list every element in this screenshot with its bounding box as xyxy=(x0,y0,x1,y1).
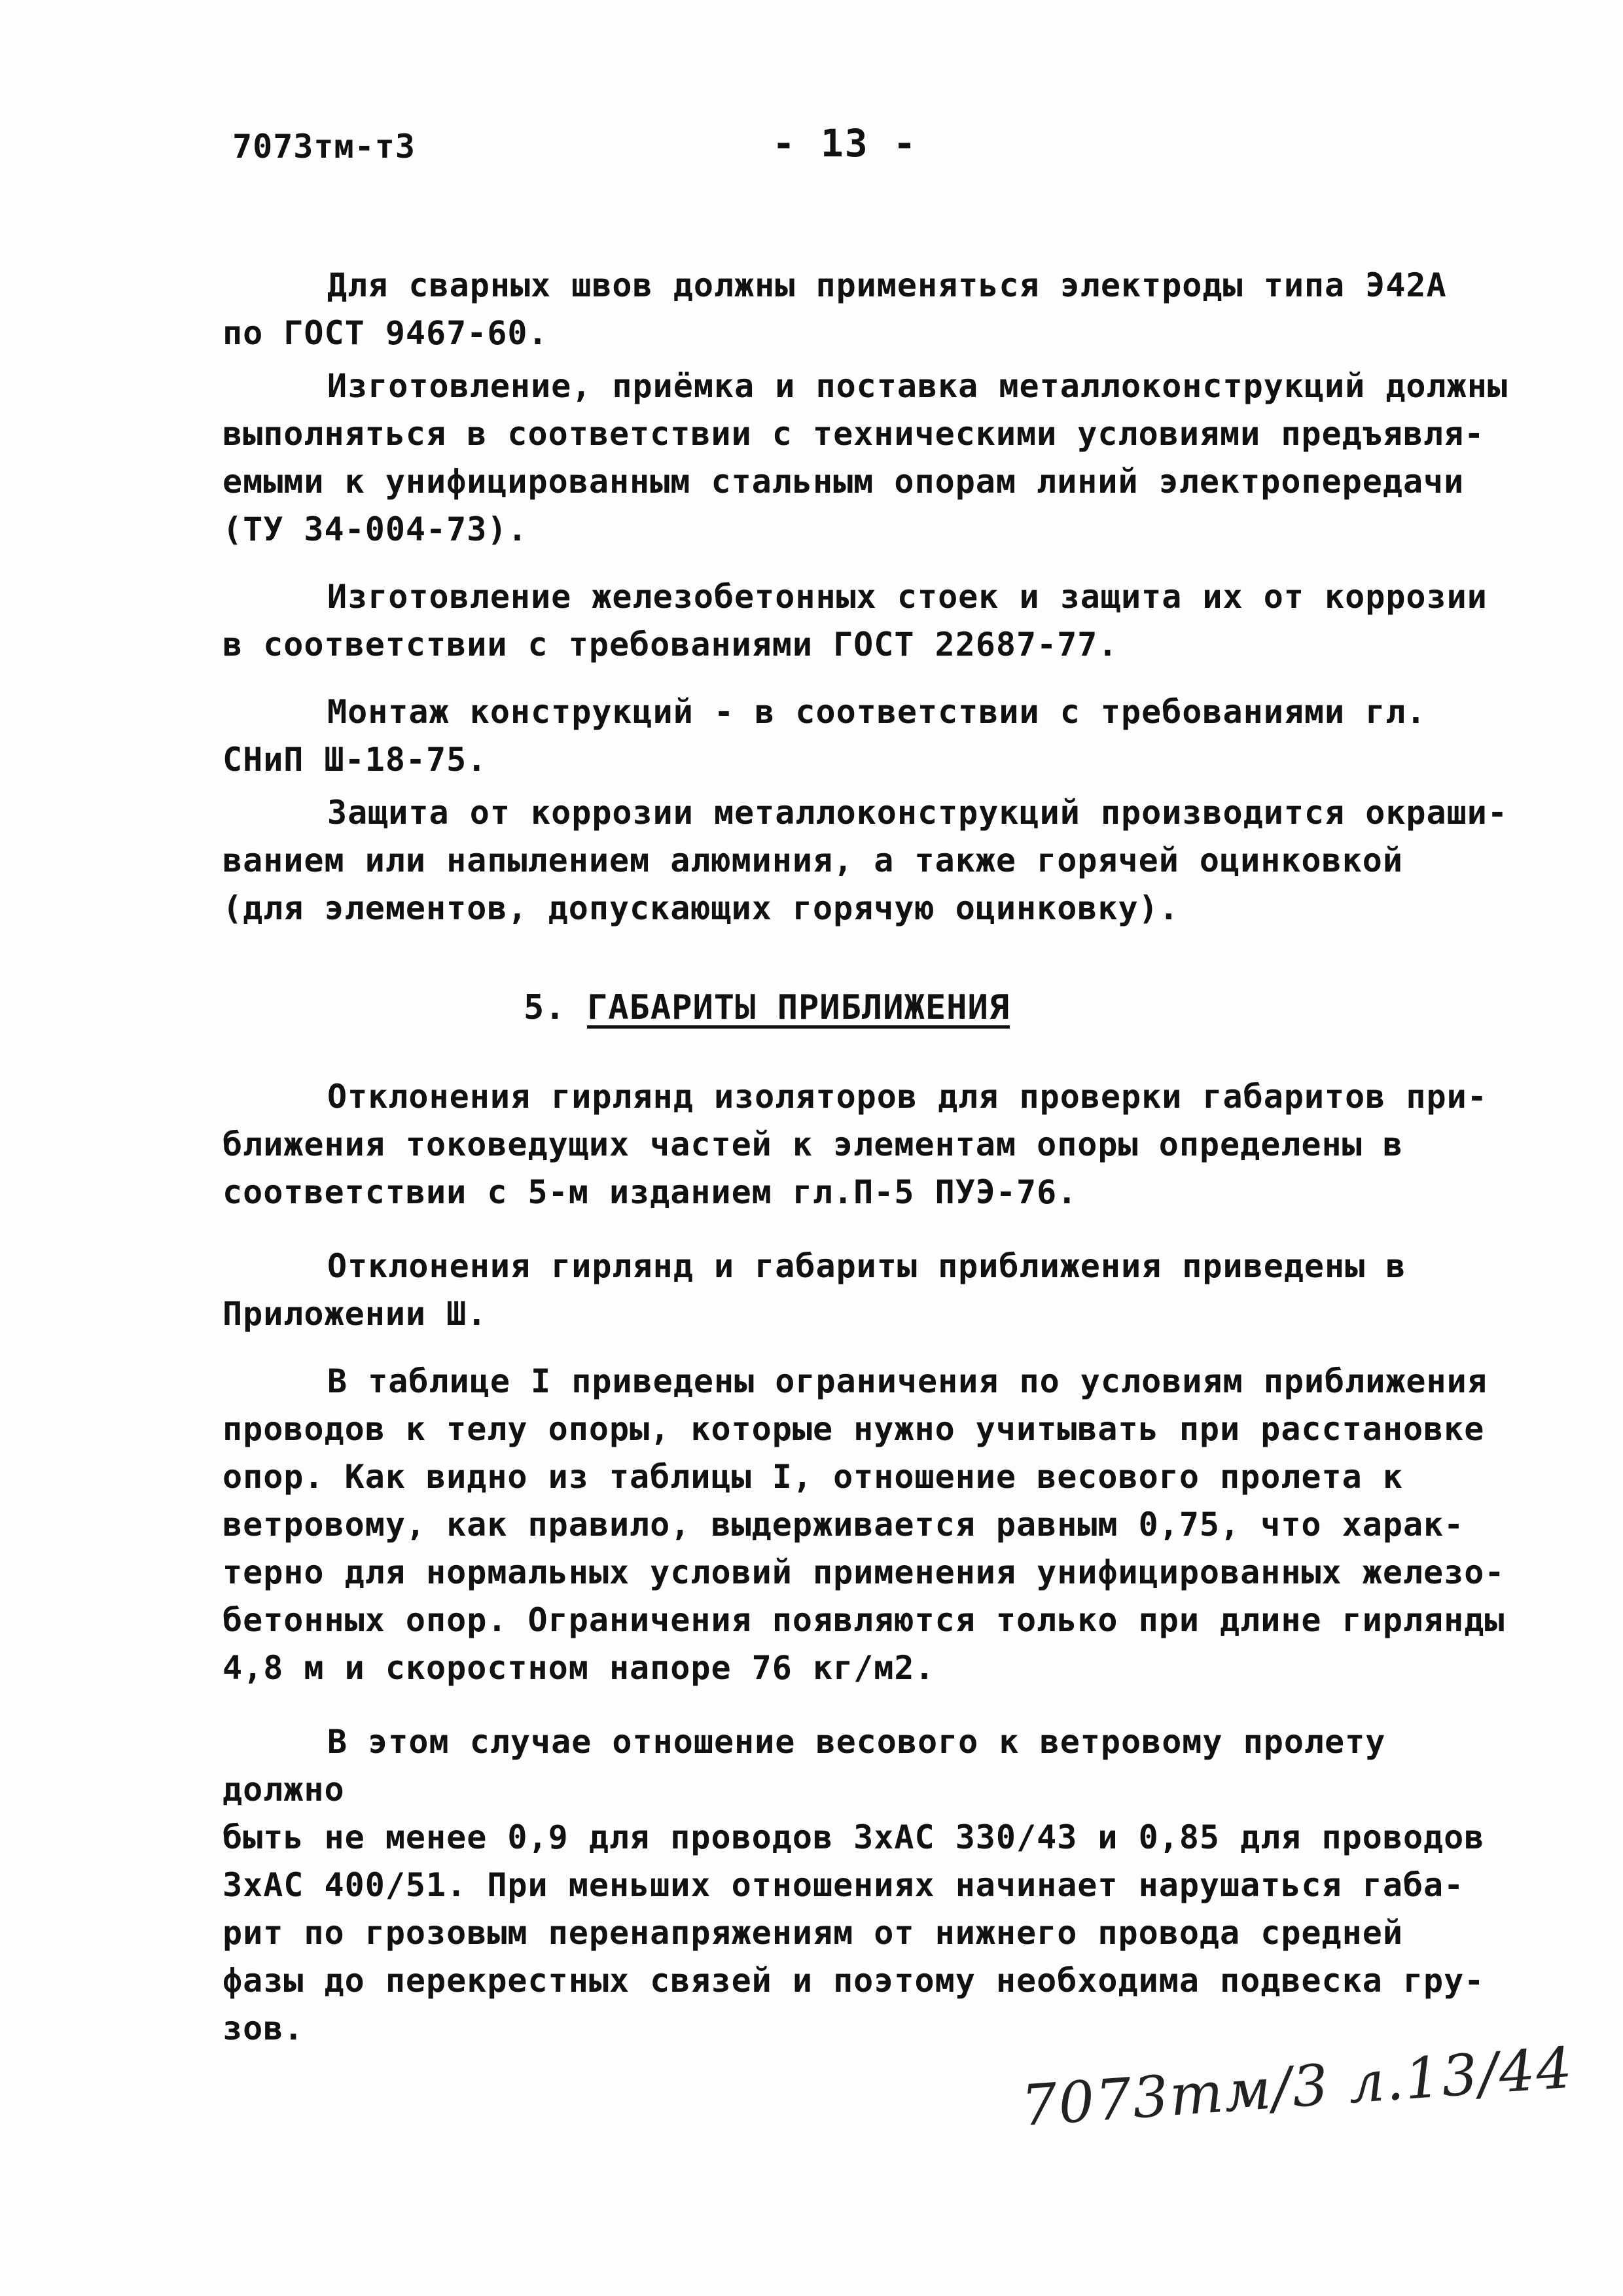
document-code: 7073тм-т3 xyxy=(232,128,416,166)
section-title: ГАБАРИТЫ ПРИБЛИЖЕНИЯ xyxy=(586,988,1010,1027)
paragraph-manufacturing-concrete: Изготовление железобетонных стоек и защита их от коррозии в соответствии с требованиями ГОСТ 22687-77. xyxy=(223,578,1488,663)
paragraph-electrodes: Для сварных швов должны применяться электроды типа Э42А по ГОСТ 9467-60. xyxy=(223,266,1447,352)
paragraph-garland-deviations: Отклонения гирлянд изоляторов для проверки габаритов при- ближения токоведущих частей к элементам опоры определены в соответствии с 5-м изданием гл.П-5 ПУЭ-76. xyxy=(223,1078,1488,1211)
paragraph-appendix-reference: Отклонения гирлянд и габариты приближения приведены в Приложении Ш. xyxy=(223,1247,1406,1333)
paragraph-table-limits: В таблице I приведены ограничения по условиям приближения проводов к телу опоры, которые нужно учитывать при расстановке опор. Как видно из таблицы I, отношение весового пролета к ветровому, как правило, выдерживается равным 0,75, что харак- терно для нормальных условий применения унифицированных железо- бетонных опор. Ограничения появляются только при длине гирлянды 4,8 м и скоростном напоре 76 кг/м2. xyxy=(223,1362,1505,1687)
paragraph-manufacturing-metal: Изготовление, приёмка и поставка металлоконструкций должны выполняться в соответствии с техническими условиями предъявля- емыми к унифицированным стальным опорам линий электропередачи (ТУ 34-004-73). xyxy=(223,367,1508,548)
paragraph-assembly: Монтаж конструкций - в соответствии с требованиями гл. СНиП Ш-18-75. xyxy=(223,693,1427,779)
body-text-block-1 xyxy=(223,262,1518,932)
body-text-block-2 xyxy=(223,1073,1518,2053)
page-number: - 13 - xyxy=(772,121,918,166)
section-heading xyxy=(524,988,1010,1027)
paragraph-span-ratio: В этом случае отношение весового к ветровому пролету должно быть не менее 0,9 для проводов 3хАС 330/43 и 0,85 для проводов 3хАС 400/51. При меньших отношениях начинает нарушаться габа- рит по грозовым перенапряжениям от нижнего провода средней фазы до перекрестных связей и поэтому необходима подвеска гру- зов. xyxy=(223,1723,1485,2047)
section-number: 5. xyxy=(524,988,566,1027)
handwritten-reference-signature: 7073тм/3 л.13/44 xyxy=(1019,2035,1576,2140)
paragraph-corrosion-protection: Защита от коррозии металлоконструкций производится окраши- ванием или напылением алюминия, а также горячей оцинковкой (для элементов, допускающих горячую оцинковку). xyxy=(223,794,1508,927)
